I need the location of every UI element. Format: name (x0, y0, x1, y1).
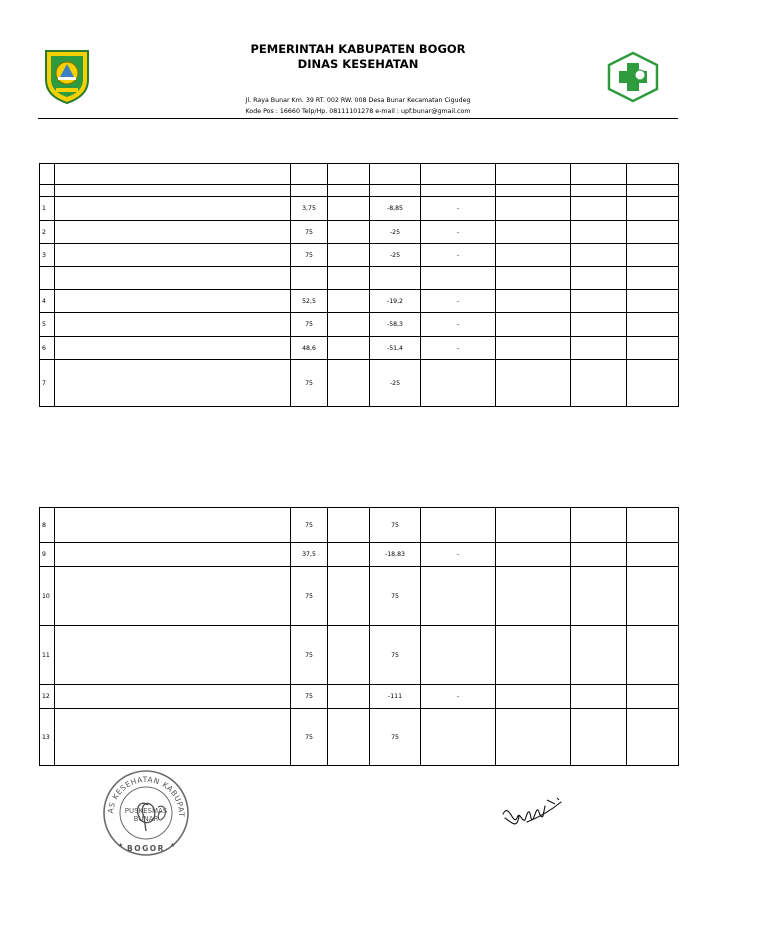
gap-value: 75 (370, 709, 421, 766)
gap-value: -8,85 (370, 197, 421, 221)
status-value: - (421, 543, 496, 567)
gap-value: -25 (370, 360, 421, 407)
indicator-table-1 (39, 163, 679, 407)
table-row (40, 313, 679, 337)
status-value: - (421, 685, 496, 709)
gap-value: 75 (370, 626, 421, 685)
gap-value: 75 (370, 567, 421, 626)
handwritten-signature-icon (497, 792, 567, 834)
table-row (40, 244, 679, 267)
gap-value (370, 267, 421, 290)
row-number: 1 (40, 197, 55, 221)
target-value: 75 (291, 685, 328, 709)
row-number: 5 (40, 313, 55, 337)
government-title: PEMERINTAH KABUPATEN BOGOR (250, 42, 466, 56)
status-value: - (421, 337, 496, 360)
status-value (421, 709, 496, 766)
status-value: - (421, 313, 496, 337)
target-value: 75 (291, 709, 328, 766)
achievement-value (328, 313, 370, 337)
gap-value: -111 (370, 685, 421, 709)
target-value: 75 (291, 244, 328, 267)
address-line: Jl. Raya Bunar Km. 39 RT. 002 RW. 008 Desa Bunar Kecamatan Cigudeg (245, 97, 471, 104)
table-row (40, 337, 679, 360)
gap-value: -19,2 (370, 290, 421, 313)
department-title: DINAS KESEHATAN (297, 57, 419, 71)
achievement-value (328, 337, 370, 360)
achievement-value (328, 508, 370, 543)
target-value: 75 (291, 626, 328, 685)
indicator-table-2 (39, 507, 679, 766)
row-number: 13 (40, 709, 55, 766)
achievement-value (328, 221, 370, 244)
table-row (40, 197, 679, 221)
achievement-value (328, 360, 370, 407)
status-value (421, 508, 496, 543)
row-number: 11 (40, 626, 55, 685)
table-row (40, 360, 679, 407)
table-row (40, 543, 679, 567)
achievement-value (328, 567, 370, 626)
row-number: 3 (40, 244, 55, 267)
status-value (421, 267, 496, 290)
target-value: 48,6 (291, 337, 328, 360)
status-value (421, 567, 496, 626)
table-row (40, 709, 679, 766)
target-value: 52,5 (291, 290, 328, 313)
table-row (40, 221, 679, 244)
row-number: 2 (40, 221, 55, 244)
status-value: - (421, 221, 496, 244)
achievement-value (328, 709, 370, 766)
target-value (291, 267, 328, 290)
achievement-value (328, 543, 370, 567)
table-row (40, 290, 679, 313)
table-subheader-row (40, 185, 679, 197)
table-row (40, 267, 679, 290)
row-number: 10 (40, 567, 55, 626)
svg-text:PUSKESMAS: PUSKESMAS (124, 807, 168, 815)
svg-text:BUNAR: BUNAR (133, 815, 159, 823)
contact-line: Kode Pos : 16660 Telp/Hp. 08111101278 e-mail : upf.bunar@gmail.com (245, 108, 471, 115)
official-stamp (100, 769, 192, 857)
health-service-cross-logo-icon (606, 51, 660, 103)
row-number (40, 267, 55, 290)
row-number: 9 (40, 543, 55, 567)
status-value: - (421, 197, 496, 221)
header-divider (38, 118, 678, 119)
table-row (40, 626, 679, 685)
achievement-value (328, 244, 370, 267)
achievement-value (328, 626, 370, 685)
target-value: 75 (291, 508, 328, 543)
gap-value: -25 (370, 221, 421, 244)
row-number: 7 (40, 360, 55, 407)
achievement-value (328, 197, 370, 221)
svg-text:★: ★ (170, 842, 176, 849)
target-value: 37,5 (291, 543, 328, 567)
target-value: 75 (291, 567, 328, 626)
target-value: 75 (291, 221, 328, 244)
table-header-row (40, 164, 679, 185)
svg-text:DINAS KESEHATAN KABUPATEN: AS KESEHATAN KABUPAT (105, 774, 187, 818)
status-value (421, 626, 496, 685)
status-value: - (421, 290, 496, 313)
bogor-regency-coat-of-arms-icon (43, 48, 91, 104)
table-row (40, 685, 679, 709)
gap-value: 75 (370, 508, 421, 543)
achievement-value (328, 290, 370, 313)
gap-value: -58,3 (370, 313, 421, 337)
status-value: - (421, 244, 496, 267)
achievement-value (328, 267, 370, 290)
target-value: 75 (291, 360, 328, 407)
achievement-value (328, 685, 370, 709)
svg-text:BOGOR: BOGOR (127, 844, 165, 853)
gap-value: -25 (370, 244, 421, 267)
table-row (40, 508, 679, 543)
row-number: 8 (40, 508, 55, 543)
target-value: 75 (291, 313, 328, 337)
row-number: 6 (40, 337, 55, 360)
target-value: 3,75 (291, 197, 328, 221)
row-number: 12 (40, 685, 55, 709)
gap-value: -51,4 (370, 337, 421, 360)
gap-value: -18,83 (370, 543, 421, 567)
table-row (40, 567, 679, 626)
svg-text:★: ★ (118, 842, 124, 849)
row-number: 4 (40, 290, 55, 313)
status-value (421, 360, 496, 407)
